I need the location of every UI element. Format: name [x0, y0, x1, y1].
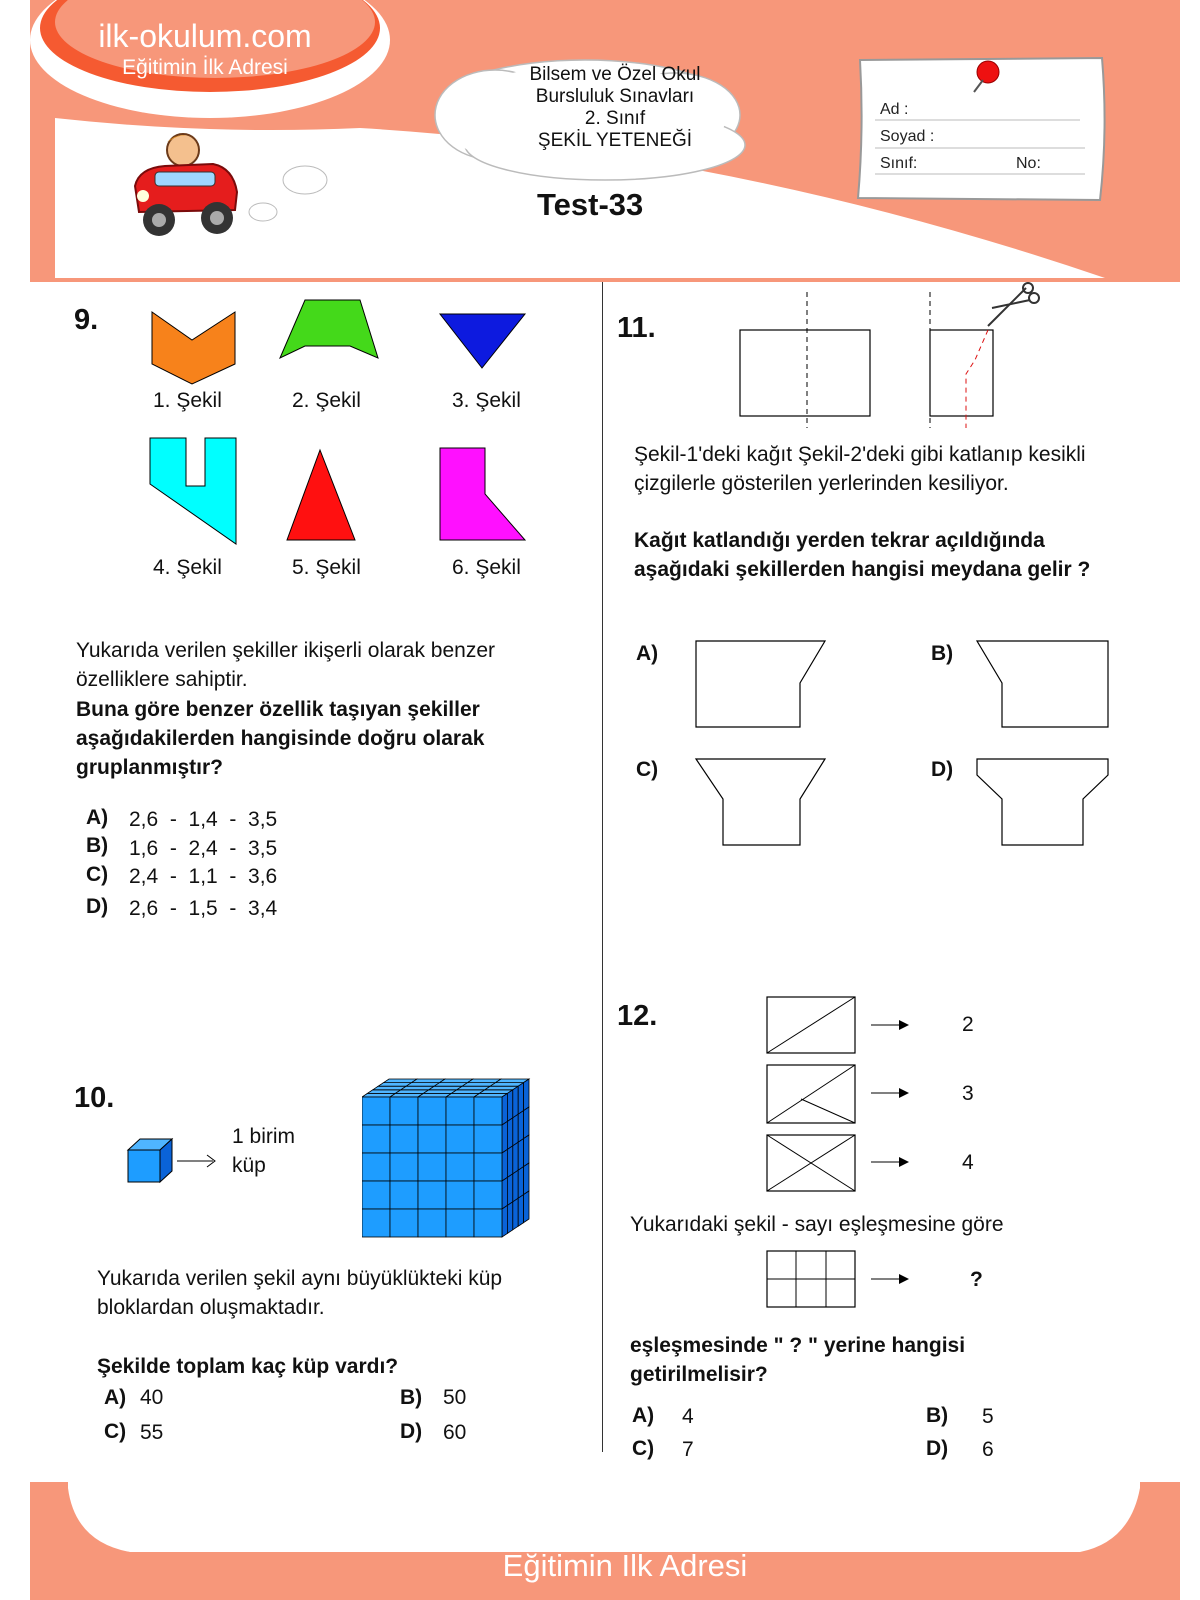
q9-question: Buna göre benzer özellik taşıyan şekiller aşağıdakilerden hangisinde doğru olarak gruplanmıştır?	[76, 698, 485, 779]
q12-option-c-label[interactable]: C)	[632, 1437, 655, 1460]
q10-question: Şekilde toplam kaç küp vardı?	[97, 1355, 399, 1378]
q12-option-d-value[interactable]: 6	[982, 1438, 994, 1461]
q10-option-a-value[interactable]: 40	[140, 1386, 164, 1409]
shape-caption-1: 1. Şekil	[153, 389, 222, 412]
q9-option-d-value[interactable]: 2,6 - 1,5 - 3,4	[129, 897, 278, 920]
q10-option-c-value[interactable]: 55	[140, 1421, 164, 1444]
q10-text: Yukarıda verilen şekil aynı büyüklükteki küp bloklardan oluşmaktadır.	[97, 1267, 503, 1319]
q12-option-a-value[interactable]: 4	[682, 1405, 694, 1428]
q9-option-a-label[interactable]: A)	[86, 806, 109, 829]
q11-option-a-label[interactable]: A)	[636, 642, 659, 665]
q9-shape-2	[280, 300, 378, 358]
q12-question: eşleşmesinde " ? " yerine hangisi getirilmelisir?	[630, 1334, 966, 1386]
test-title: Test-33	[537, 187, 644, 222]
q12-option-b-value[interactable]: 5	[982, 1405, 994, 1428]
footer-slogan: Eğitimin İlk Adresi	[502, 1548, 748, 1583]
q11-option-b-shape	[977, 641, 1108, 727]
surname-label: Soyad :	[880, 128, 935, 145]
header-site-name: ilk-okulum.com	[98, 18, 312, 54]
q12-pair-1-value: 2	[962, 1013, 974, 1036]
q9-shapes	[140, 296, 540, 546]
q9-shape-1	[152, 312, 235, 384]
q11-option-c-label[interactable]: C)	[636, 758, 659, 781]
unit-cube-icon	[125, 1135, 225, 1187]
cloud-text	[495, 64, 735, 152]
header-slogan: Eğitimin İlk Adresi	[122, 56, 288, 79]
q10-option-a-label[interactable]: A)	[104, 1386, 127, 1409]
q11-text: Şekil-1'deki kağıt Şekil-2'deki gibi katlanıp kesikli çizgilerle gösterilen yerlerinden kesiliyor.	[634, 443, 1086, 495]
q12-unknown: ?	[970, 1268, 983, 1291]
q9-shape-6	[440, 448, 525, 540]
q12-pair-3-value: 4	[962, 1151, 974, 1174]
shape-caption-3: 3. Şekil	[452, 389, 521, 412]
shape-caption-4: 4. Şekil	[153, 556, 222, 579]
q12-text: Yukarıdaki şekil - sayı eşleşmesine göre	[630, 1213, 1004, 1236]
number-label: No:	[1016, 155, 1041, 172]
unit-label-2: küp	[232, 1154, 266, 1177]
q9-shape-5	[287, 450, 355, 540]
q11-option-a-shape	[696, 641, 825, 727]
q10-number: 10.	[74, 1082, 115, 1114]
q10-option-d-value[interactable]: 60	[443, 1421, 467, 1444]
q9-option-d-label[interactable]: D)	[86, 895, 109, 918]
q9-option-c-value[interactable]: 2,4 - 1,1 - 3,6	[129, 865, 278, 888]
q9-shape-4	[150, 438, 236, 544]
q12-number: 12.	[617, 1000, 658, 1032]
q11-number: 11.	[617, 312, 656, 344]
q9-shape-3	[440, 314, 525, 368]
name-label: Ad :	[880, 101, 909, 118]
q10-option-c-label[interactable]: C)	[104, 1420, 127, 1443]
q9-option-b-label[interactable]: B)	[86, 834, 109, 857]
q9-option-a-value[interactable]: 2,6 - 1,4 - 3,5	[129, 808, 278, 831]
q12-pair-2-value: 3	[962, 1082, 974, 1105]
cloud-line-2: Bursluluk Sınavları	[535, 86, 695, 107]
q11-option-d-label[interactable]: D)	[931, 758, 954, 781]
q11-question: Kağıt katlandığı yerden tekrar açıldığında aşağıdaki şekillerden hangisi meydana gelir ?	[634, 529, 1091, 581]
unit-label-1: 1 birim	[232, 1125, 296, 1148]
q11-option-d-shape	[977, 759, 1108, 845]
footer-site-name: ilk-okulum.com	[484, 1500, 766, 1547]
car-mascot-icon	[125, 128, 245, 246]
shape-caption-6: 6. Şekil	[452, 556, 521, 579]
scissors-icon	[988, 283, 1039, 326]
q11-option-b-label[interactable]: B)	[931, 642, 954, 665]
q12-option-a-label[interactable]: A)	[632, 1404, 655, 1427]
q11-option-shapes	[690, 635, 1120, 855]
q12-option-b-label[interactable]: B)	[926, 1404, 949, 1427]
q10-option-b-value[interactable]: 50	[443, 1386, 467, 1409]
shape-caption-5: 5. Şekil	[292, 556, 361, 579]
column-divider	[602, 282, 603, 1452]
big-cube-block	[362, 1075, 547, 1255]
q9-text: Yukarıda verilen şekiller ikişerli olarak benzer özelliklere sahiptir.	[76, 639, 496, 691]
q9-option-c-label[interactable]: C)	[86, 863, 109, 886]
q9-number: 9.	[74, 304, 99, 336]
q11-option-c-shape	[696, 759, 825, 845]
class-label: Sınıf:	[880, 155, 918, 172]
q11-paper-figures	[730, 282, 1050, 432]
q9-option-b-value[interactable]: 1,6 - 2,4 - 3,5	[129, 837, 278, 860]
q10-option-d-label[interactable]: D)	[400, 1420, 423, 1443]
q12-option-d-label[interactable]: D)	[926, 1437, 949, 1460]
arrow-icon	[871, 1020, 909, 1167]
shape-caption-2: 2. Şekil	[292, 389, 361, 412]
q10-option-b-label[interactable]: B)	[400, 1386, 423, 1409]
cloud-line-3: 2. Sınıf	[584, 108, 646, 129]
cloud-line-1: Bilsem ve Özel Okul	[529, 64, 701, 85]
cloud-line-4: ŞEKİL YETENEĞİ	[537, 130, 693, 151]
q12-figures	[765, 995, 945, 1315]
q12-option-c-value[interactable]: 7	[682, 1438, 694, 1461]
